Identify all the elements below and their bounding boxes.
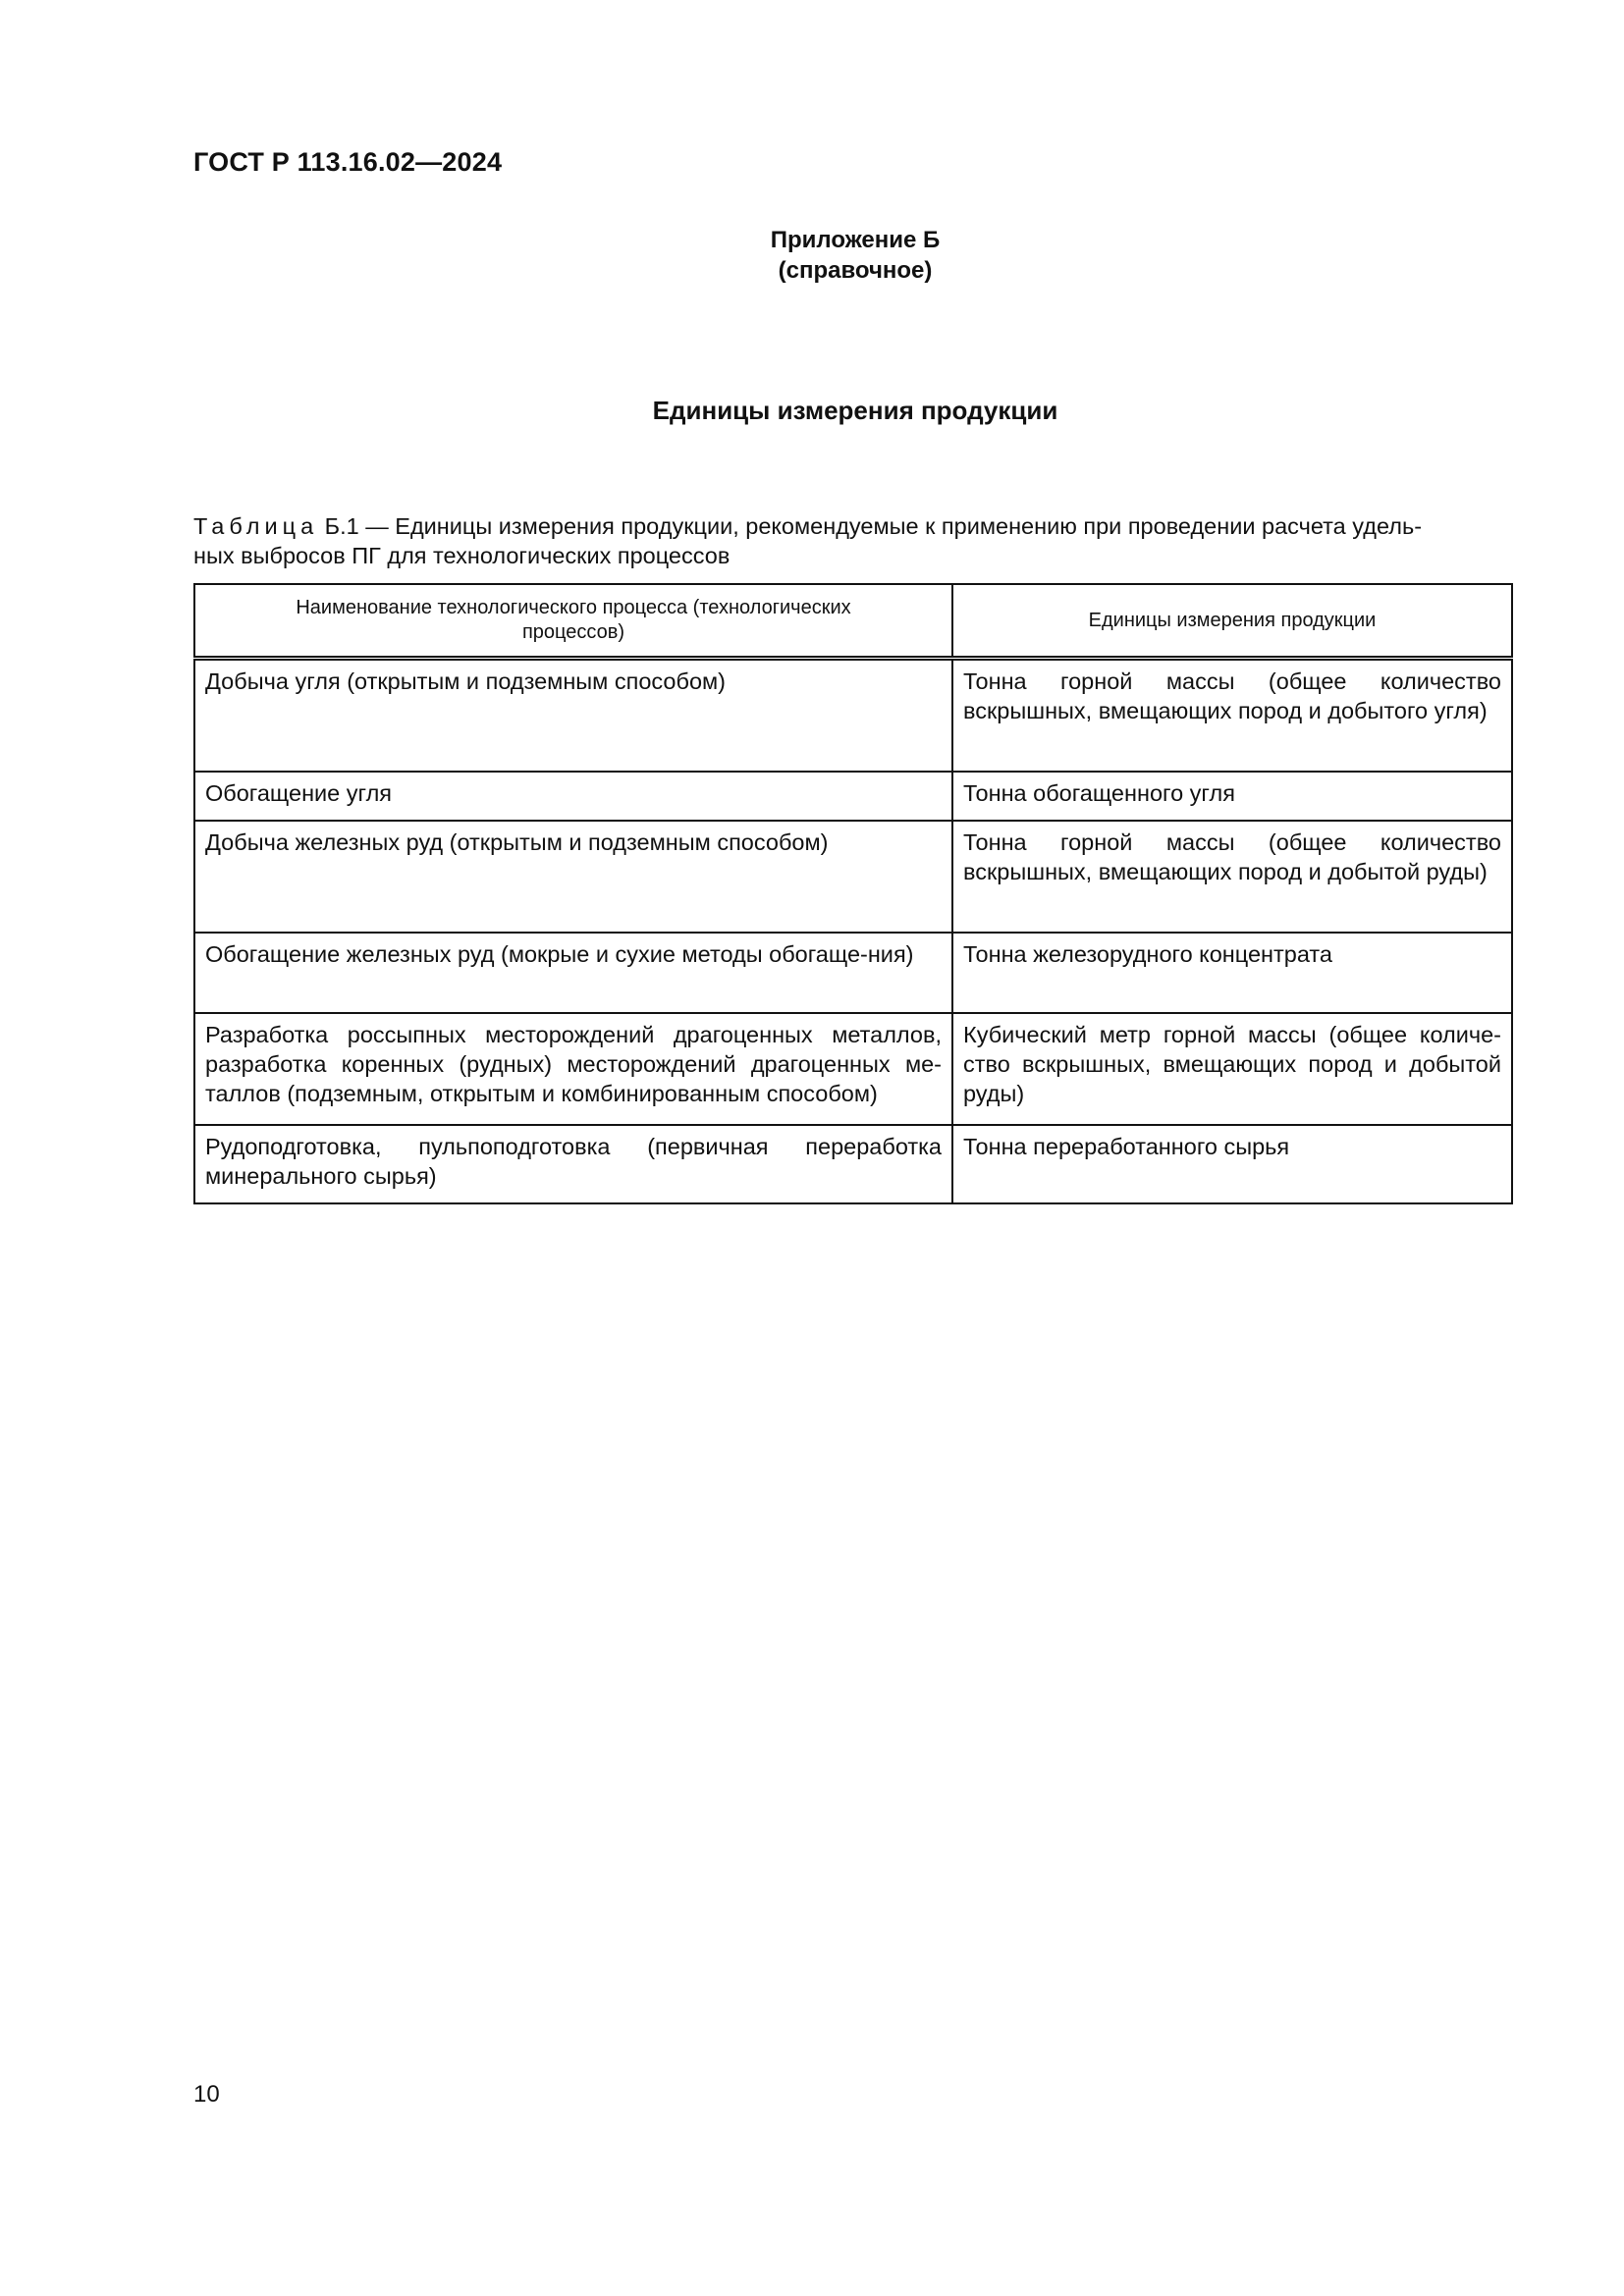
- cell-unit: Тонна железорудного концентрата: [952, 933, 1512, 1013]
- cell-unit: Кубический метр горной массы (общее количе-ство вскрышных, вмещающих пород и добытой руды): [952, 1013, 1512, 1125]
- header-unit: Единицы измерения продукции: [952, 584, 1512, 659]
- cell-unit: Тонна горной массы (общее количество вскрышных, вмещающих пород и добытого угля): [952, 659, 1512, 773]
- cell-process: Обогащение угля: [194, 772, 952, 821]
- cell-process: Обогащение железных руд (мокрые и сухие методы обогаще-ния): [194, 933, 952, 1013]
- units-table: [193, 583, 1513, 1204]
- cell-process: Добыча железных руд (открытым и подземным способом): [194, 821, 952, 933]
- cell-unit: Тонна обогащенного угля: [952, 772, 1512, 821]
- header-process: Наименование технологического процесса (технологических процессов): [194, 584, 952, 659]
- table-row: [194, 933, 1512, 1013]
- table-row: [194, 659, 1512, 773]
- table-caption-line2: ных выбросов ПГ для технологических процессов: [193, 543, 731, 568]
- document-code: ГОСТ Р 113.16.02—2024: [193, 147, 503, 177]
- table-caption: [193, 511, 1509, 570]
- cell-unit: Тонна горной массы (общее количество вскрышных, вмещающих пород и добытой руды): [952, 821, 1512, 933]
- section-title: Единицы измерения продукции: [652, 396, 1058, 425]
- cell-unit: Тонна переработанного сырья: [952, 1125, 1512, 1203]
- cell-process: Рудоподготовка, пульпоподготовка (первичная переработка минерального сырья): [194, 1125, 952, 1203]
- table-row: [194, 1013, 1512, 1125]
- table-row: [194, 772, 1512, 821]
- table-row: [194, 1125, 1512, 1203]
- page-number: 10: [193, 2081, 220, 2108]
- appendix-title: Приложение Б: [770, 227, 941, 253]
- cell-process: Разработка россыпных месторождений драгоценных металлов, разработка коренных (рудных) месторождений драгоценных ме-таллов (подземным, открытым и комбинированным способом): [194, 1013, 952, 1125]
- table-row: [194, 821, 1512, 933]
- appendix-type: (справочное): [778, 257, 933, 284]
- table-caption-lead: Таблица: [193, 513, 319, 539]
- table-header-row: [194, 584, 1512, 659]
- units-table-container: [193, 583, 1511, 1204]
- table-caption-text: Б.1 — Единицы измерения продукции, рекомендуемые к применению при проведении расчета удель-: [318, 513, 1423, 539]
- cell-process: Добыча угля (открытым и подземным способом): [194, 659, 952, 773]
